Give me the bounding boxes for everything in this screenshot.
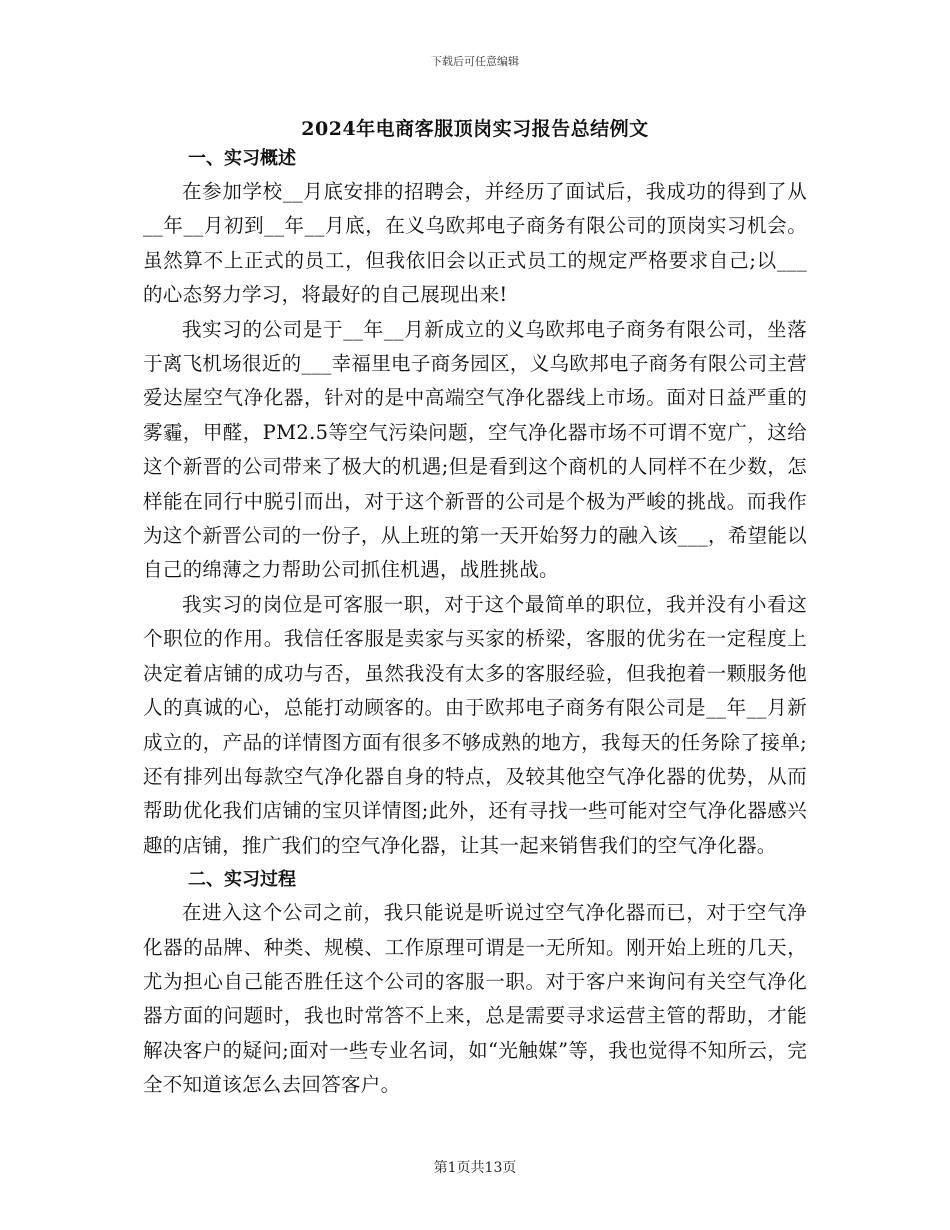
- document-body: [143, 142, 807, 1103]
- section-heading-process: 二、实习过程: [188, 869, 296, 891]
- paragraph: 我实习的岗位是可客服一职，对于这个最简单的职位，我并没有小看这个职位的作用。我信任客服是卖家与买家的桥梁，客服的优劣在一定程度上决定着店铺的成功与否，虽然我没有太多的客服经验，但我抱着一颗服务他人的真诚的心，总能打动顾客的。由于欧邦电子商务有限公司是__年__月新成立的，产品的详情图方面有很多不够成熟的地方，我每天的任务除了接单;还有排列出每款空气净化器自身的特点，及较其他空气净化器的优势，从而帮助优化我们店铺的宝贝详情图;此外，还有寻找一些可能对空气净化器感兴趣的店铺，推广我们的空气净化器，让其一起来销售我们的空气净化器。: [143, 592, 807, 857]
- paragraph: 在参加学校__月底安排的招聘会，并经历了面试后，我成功的得到了从__年__月初到__年__月底，在义乌欧邦电子商务有限公司的顶岗实习机会。虽然算不上正式的员工，但我依旧会以正式员工的规定严格要求自己;以___的心态努力学习，将最好的自己展现出来!: [143, 180, 807, 307]
- page-header: 下载后可任意编辑: [431, 55, 519, 68]
- page-footer: 第1页共13页: [433, 1160, 517, 1176]
- section-heading-overview: 一、实习概述: [188, 148, 296, 169]
- paragraph: 我实习的公司是于__年__月新成立的义乌欧邦电子商务有限公司，坐落于离飞机场很近的___幸福里电子商务园区，义乌欧邦电子商务有限公司主营爱达屋空气净化器，针对的是中高端空气净化器线上市场。面对日益严重的雾霾，甲醛，PM2.5等空气污染问题，空气净化器市场不可谓不宽广，这给这个新晋的公司带来了极大的机遇;但是看到这个商机的人同样不在少数，怎样能在同行中脱引而出，对于这个新晋的公司是个极为严峻的挑战。而我作为这个新晋公司的一份子，从上班的第一天开始努力的融入该___，希望能以自己的绵薄之力帮助公司抓住机遇，战胜挑战。: [143, 317, 807, 582]
- document-title: 2024年电商客服顶岗实习报告总结例文: [301, 118, 649, 140]
- paragraph: 在进入这个公司之前，我只能说是听说过空气净化器而已，对于空气净化器的品牌、种类、规模、工作原理可谓是一无所知。刚开始上班的几天，尤为担心自己能否胜任这个公司的客服一职。对于客户来询问有关空气净化器方面的问题时，我也时常答不上来，总是需要寻求运营主管的帮助，才能解决客户的疑问;面对一些专业名词，如“光触媒”等，我也觉得不知所云，完全不知道该怎么去回答客户。: [143, 901, 807, 1097]
